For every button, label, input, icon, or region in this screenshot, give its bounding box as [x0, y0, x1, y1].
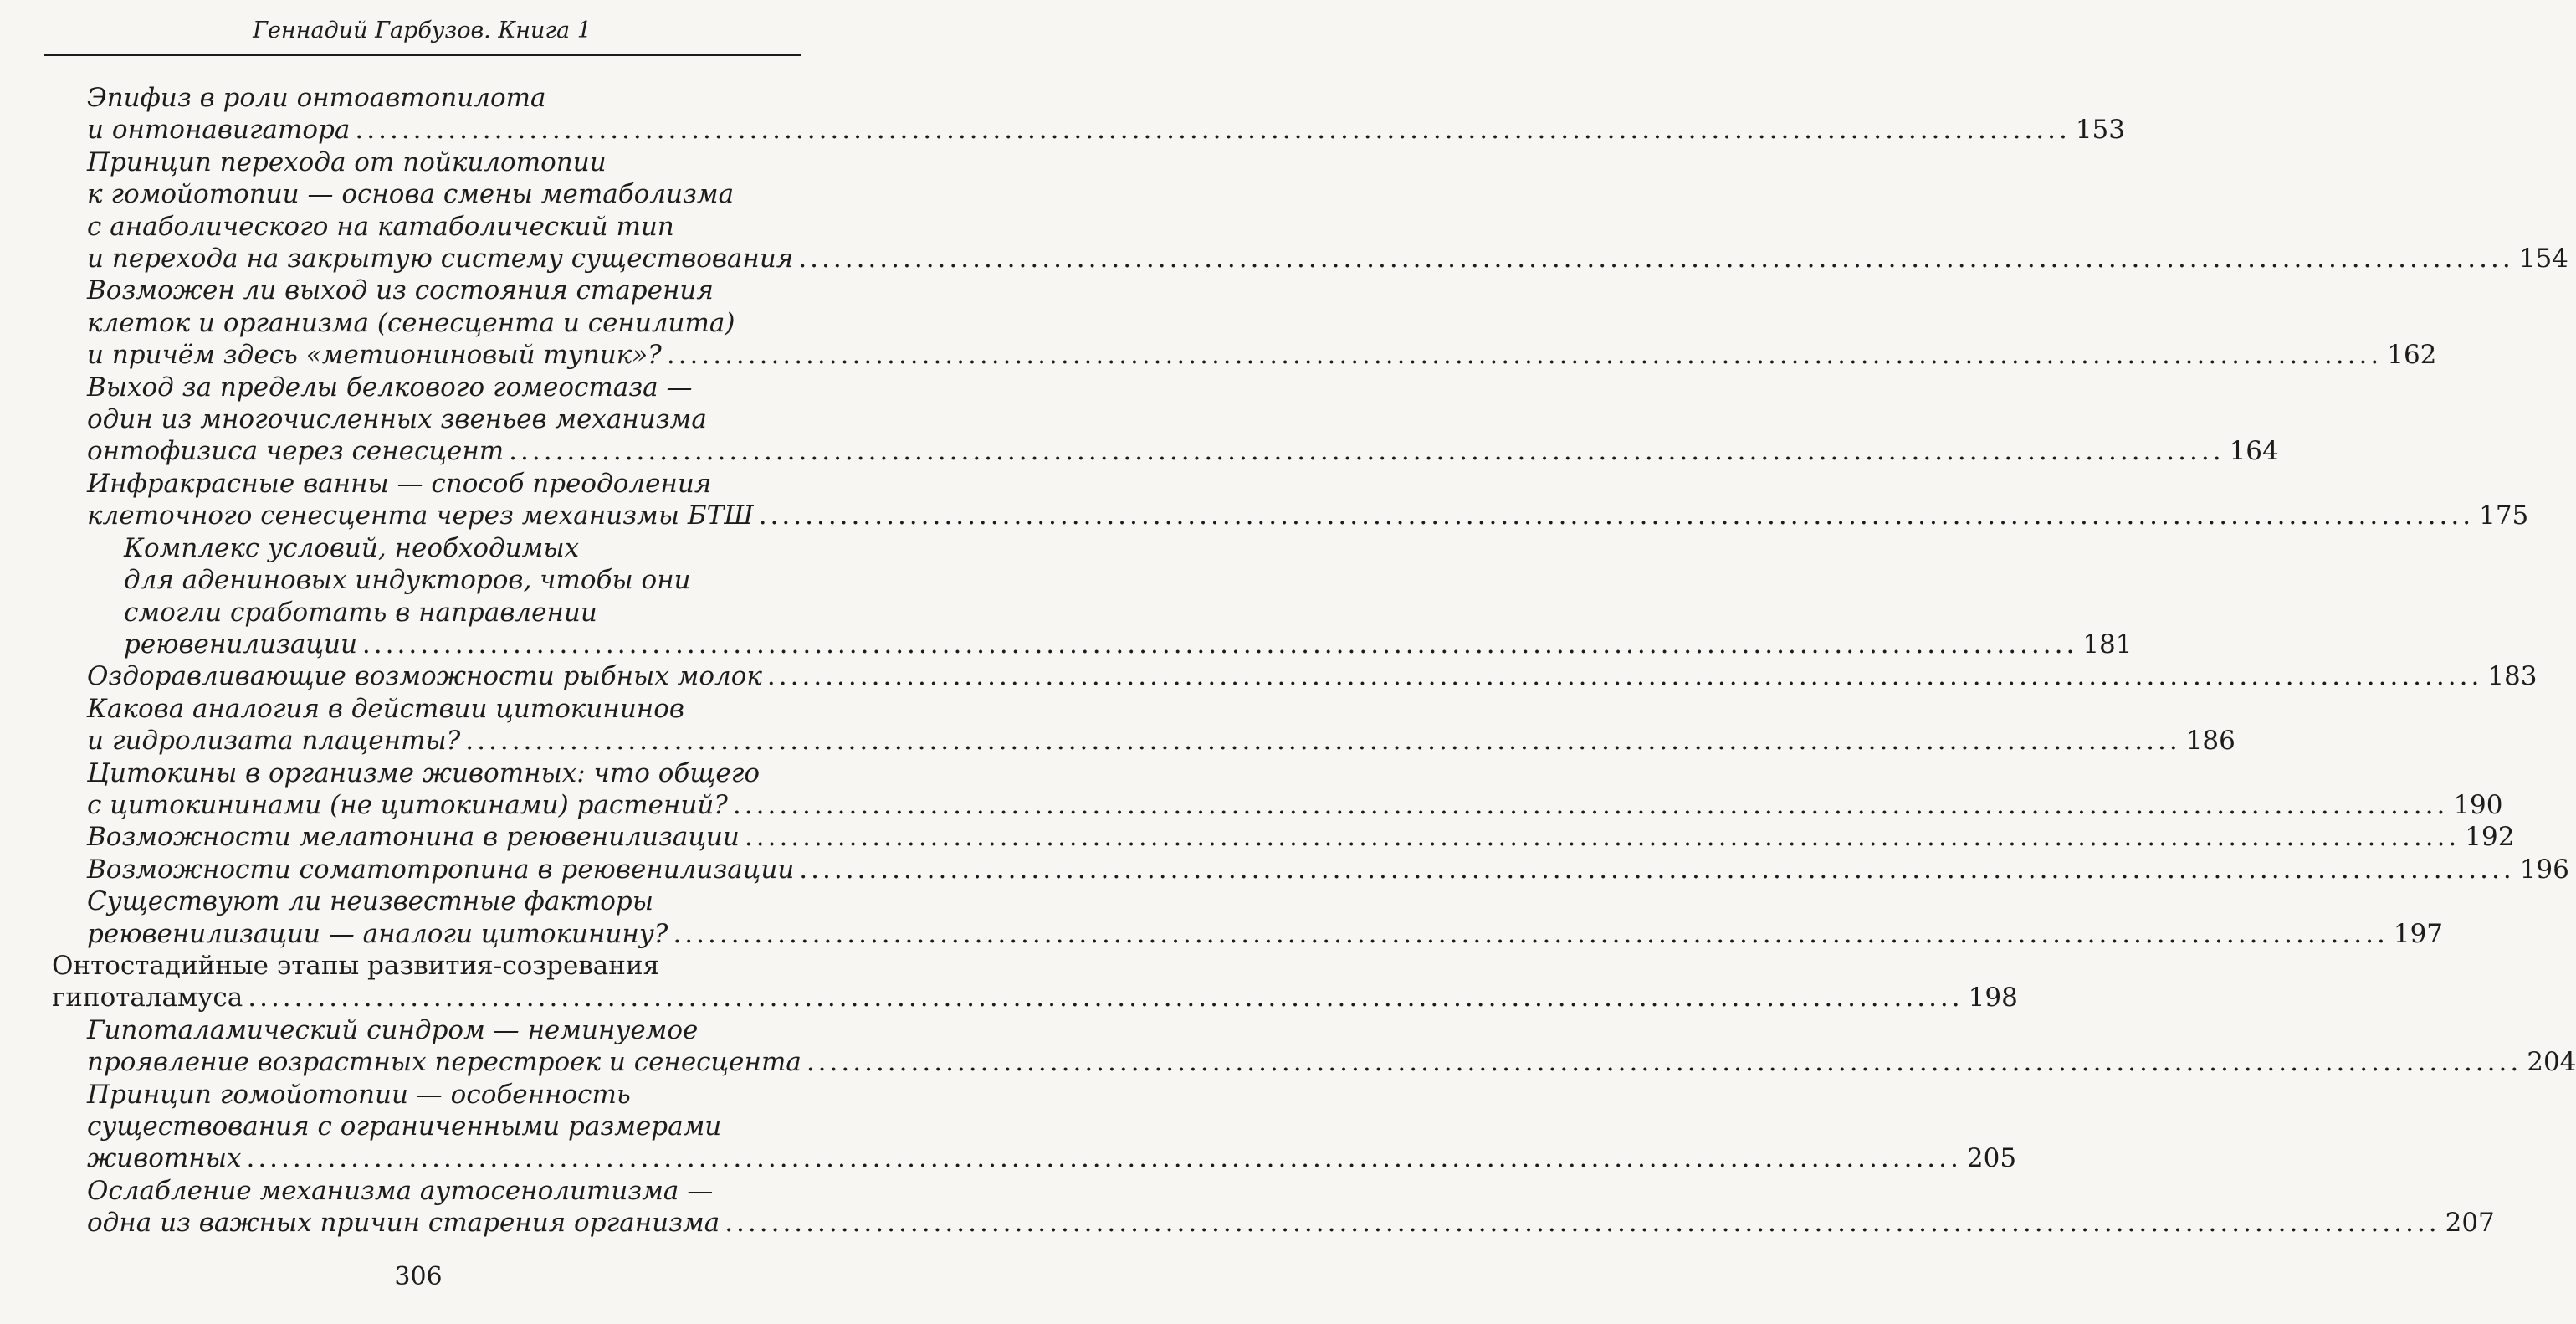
table-of-contents	[0, 82, 2576, 1239]
toc-entry	[0, 372, 2279, 468]
toc-page-number: 190	[2453, 789, 2503, 820]
toc-entry-line: к гомойотопии — основа смены метаболизма	[87, 179, 735, 210]
toc-page-number: 162	[2387, 340, 2437, 371]
toc-entry-title: клеточного сенесцента через механизмы БТШ	[87, 500, 754, 531]
toc-entry-last-line	[87, 725, 2235, 757]
toc-entry-last-line	[87, 821, 2515, 853]
toc-page-number: 192	[2465, 822, 2515, 853]
toc-entry-last-line	[87, 114, 2125, 146]
toc-page-number: 186	[2185, 726, 2235, 757]
dot-leader	[767, 660, 2482, 692]
toc-entry-last-line	[52, 982, 2018, 1014]
running-header: Геннадий Гарбузов. Книга 1	[253, 18, 592, 44]
dot-leader	[725, 1207, 2440, 1239]
toc-entry	[0, 532, 2133, 661]
toc-entry-last-line	[87, 1207, 2495, 1239]
toc-entry	[0, 1175, 2495, 1239]
dot-leader	[667, 339, 2382, 371]
toc-entry-last-line	[87, 243, 2568, 275]
dot-leader	[246, 1142, 1961, 1174]
toc-entry-line: Выход за пределы белкового гомеостаза —	[87, 372, 693, 403]
toc-entry-last-line	[87, 854, 2569, 885]
toc-entry-line: Принцип гомойотопии — особенность	[87, 1079, 631, 1110]
toc-page-number: 197	[2393, 918, 2444, 949]
toc-entry-last-line	[87, 1046, 2576, 1078]
toc-entry-line: существования с ограниченными размерами	[87, 1111, 722, 1142]
toc-entry	[0, 146, 2568, 275]
toc-page-number: 164	[2229, 436, 2279, 467]
toc-entry-title: одна из важных причин старения организма	[87, 1208, 720, 1239]
dot-leader	[509, 435, 2224, 467]
toc-entry-line: Эпифиз в роли онтоавтопилота	[87, 83, 546, 113]
toc-entry-line: Онтостадийные этапы развития-созревания	[52, 950, 660, 981]
toc-entry-line: Возможен ли выход из состояния старения	[87, 275, 714, 306]
toc-entry-line: Ослабление механизма аутосенолитизма —	[87, 1175, 714, 1206]
toc-page-number: 205	[1966, 1143, 2017, 1174]
toc-page-number: 198	[1968, 983, 2018, 1014]
toc-page-number: 153	[2075, 115, 2125, 146]
toc-entry	[0, 757, 2503, 822]
toc-entry-title: и перехода на закрытую систему существования	[87, 244, 794, 275]
toc-page-number: 181	[2082, 629, 2133, 659]
dot-leader	[759, 500, 2474, 531]
toc-entry-title: и гидролизата плаценты?	[87, 726, 461, 757]
toc-entry-line: Цитокины в организме животных: что общего	[87, 757, 761, 788]
toc-entry-last-line	[124, 629, 2133, 660]
dot-leader	[733, 789, 2448, 821]
toc-entry	[0, 82, 2125, 146]
toc-page-number: 175	[2479, 500, 2529, 531]
toc-entry	[0, 275, 2437, 371]
toc-entry-last-line	[87, 500, 2529, 531]
dot-leader	[248, 982, 1963, 1014]
dot-leader	[673, 918, 2388, 950]
toc-entry-line: с анаболического на катаболический тип	[87, 211, 674, 242]
toc-entry	[0, 660, 2538, 692]
toc-entry	[0, 1014, 2576, 1079]
toc-entry-line: Принцип перехода от пойкилотопии	[87, 146, 607, 177]
toc-entry-last-line	[87, 1142, 2017, 1174]
toc-entry-title: реювенилизации — аналоги цитокинину?	[87, 918, 668, 949]
toc-entry-title: и онтонавигатора	[87, 115, 351, 146]
toc-entry-last-line	[87, 789, 2503, 821]
toc-entry	[0, 1079, 2017, 1175]
toc-entry-line: клеток и организма (сенесцента и сенилита)	[87, 307, 735, 338]
dot-leader	[355, 114, 2070, 146]
toc-entry-last-line	[87, 339, 2437, 371]
toc-entry	[0, 468, 2529, 532]
dot-leader	[362, 629, 2077, 660]
toc-entry	[0, 950, 2018, 1014]
dot-leader	[807, 1046, 2522, 1078]
toc-entry-title: с цитокининами (не цитокинами) растений?	[87, 789, 728, 820]
toc-page-number: 183	[2487, 661, 2538, 692]
toc-entry-title: гипоталамуса	[52, 983, 243, 1014]
toc-page-number: 207	[2445, 1208, 2495, 1239]
page-number: 306	[394, 1262, 443, 1291]
toc-entry-title: Возможности соматотропина в реювенилизации	[87, 854, 795, 885]
toc-entry-title: онтофизиса через сенесцент	[87, 436, 504, 467]
toc-entry	[0, 854, 2569, 885]
toc-page-number: 154	[2518, 244, 2568, 275]
toc-entry-title: Возможности мелатонина в реювенилизации	[87, 822, 740, 853]
toc-entry	[0, 693, 2235, 757]
toc-entry-last-line	[87, 435, 2279, 467]
dot-leader	[798, 243, 2513, 275]
toc-entry-line: один из многочисленных звеньев механизма	[87, 404, 707, 435]
toc-entry-line: Существуют ли неизвестные факторы	[87, 886, 654, 917]
dot-leader	[465, 725, 2180, 757]
toc-entry-title: животных	[87, 1143, 242, 1174]
toc-entry-line: Инфракрасные ванны — способ преодоления	[87, 468, 712, 499]
toc-entry-last-line	[87, 918, 2444, 950]
toc-entry	[0, 821, 2515, 853]
toc-entry-last-line	[87, 660, 2538, 692]
toc-entry-title: Оздоравливающие возможности рыбных молок	[87, 661, 762, 692]
dot-leader	[799, 854, 2514, 885]
toc-entry-line: Комплекс условий, необходимых	[124, 532, 580, 563]
toc-entry	[0, 885, 2444, 950]
toc-page-number: 204	[2527, 1047, 2576, 1078]
toc-entry-title: и причём здесь «метиониновый тупик»?	[87, 340, 662, 371]
toc-entry-line: Какова аналогия в действии цитокининов	[87, 693, 684, 724]
toc-entry-line: для адениновых индукторов, чтобы они	[124, 565, 691, 596]
dot-leader	[745, 821, 2460, 853]
toc-entry-title: реювенилизации	[124, 629, 357, 659]
toc-page-number: 196	[2519, 854, 2569, 885]
toc-entry-line: смогли сработать в направлении	[124, 597, 597, 628]
header-rule	[44, 54, 801, 56]
toc-entry-title: проявление возрастных перестроек и сенесцента	[87, 1047, 801, 1078]
toc-entry-line: Гипоталамический синдром — неминуемое	[87, 1014, 699, 1045]
